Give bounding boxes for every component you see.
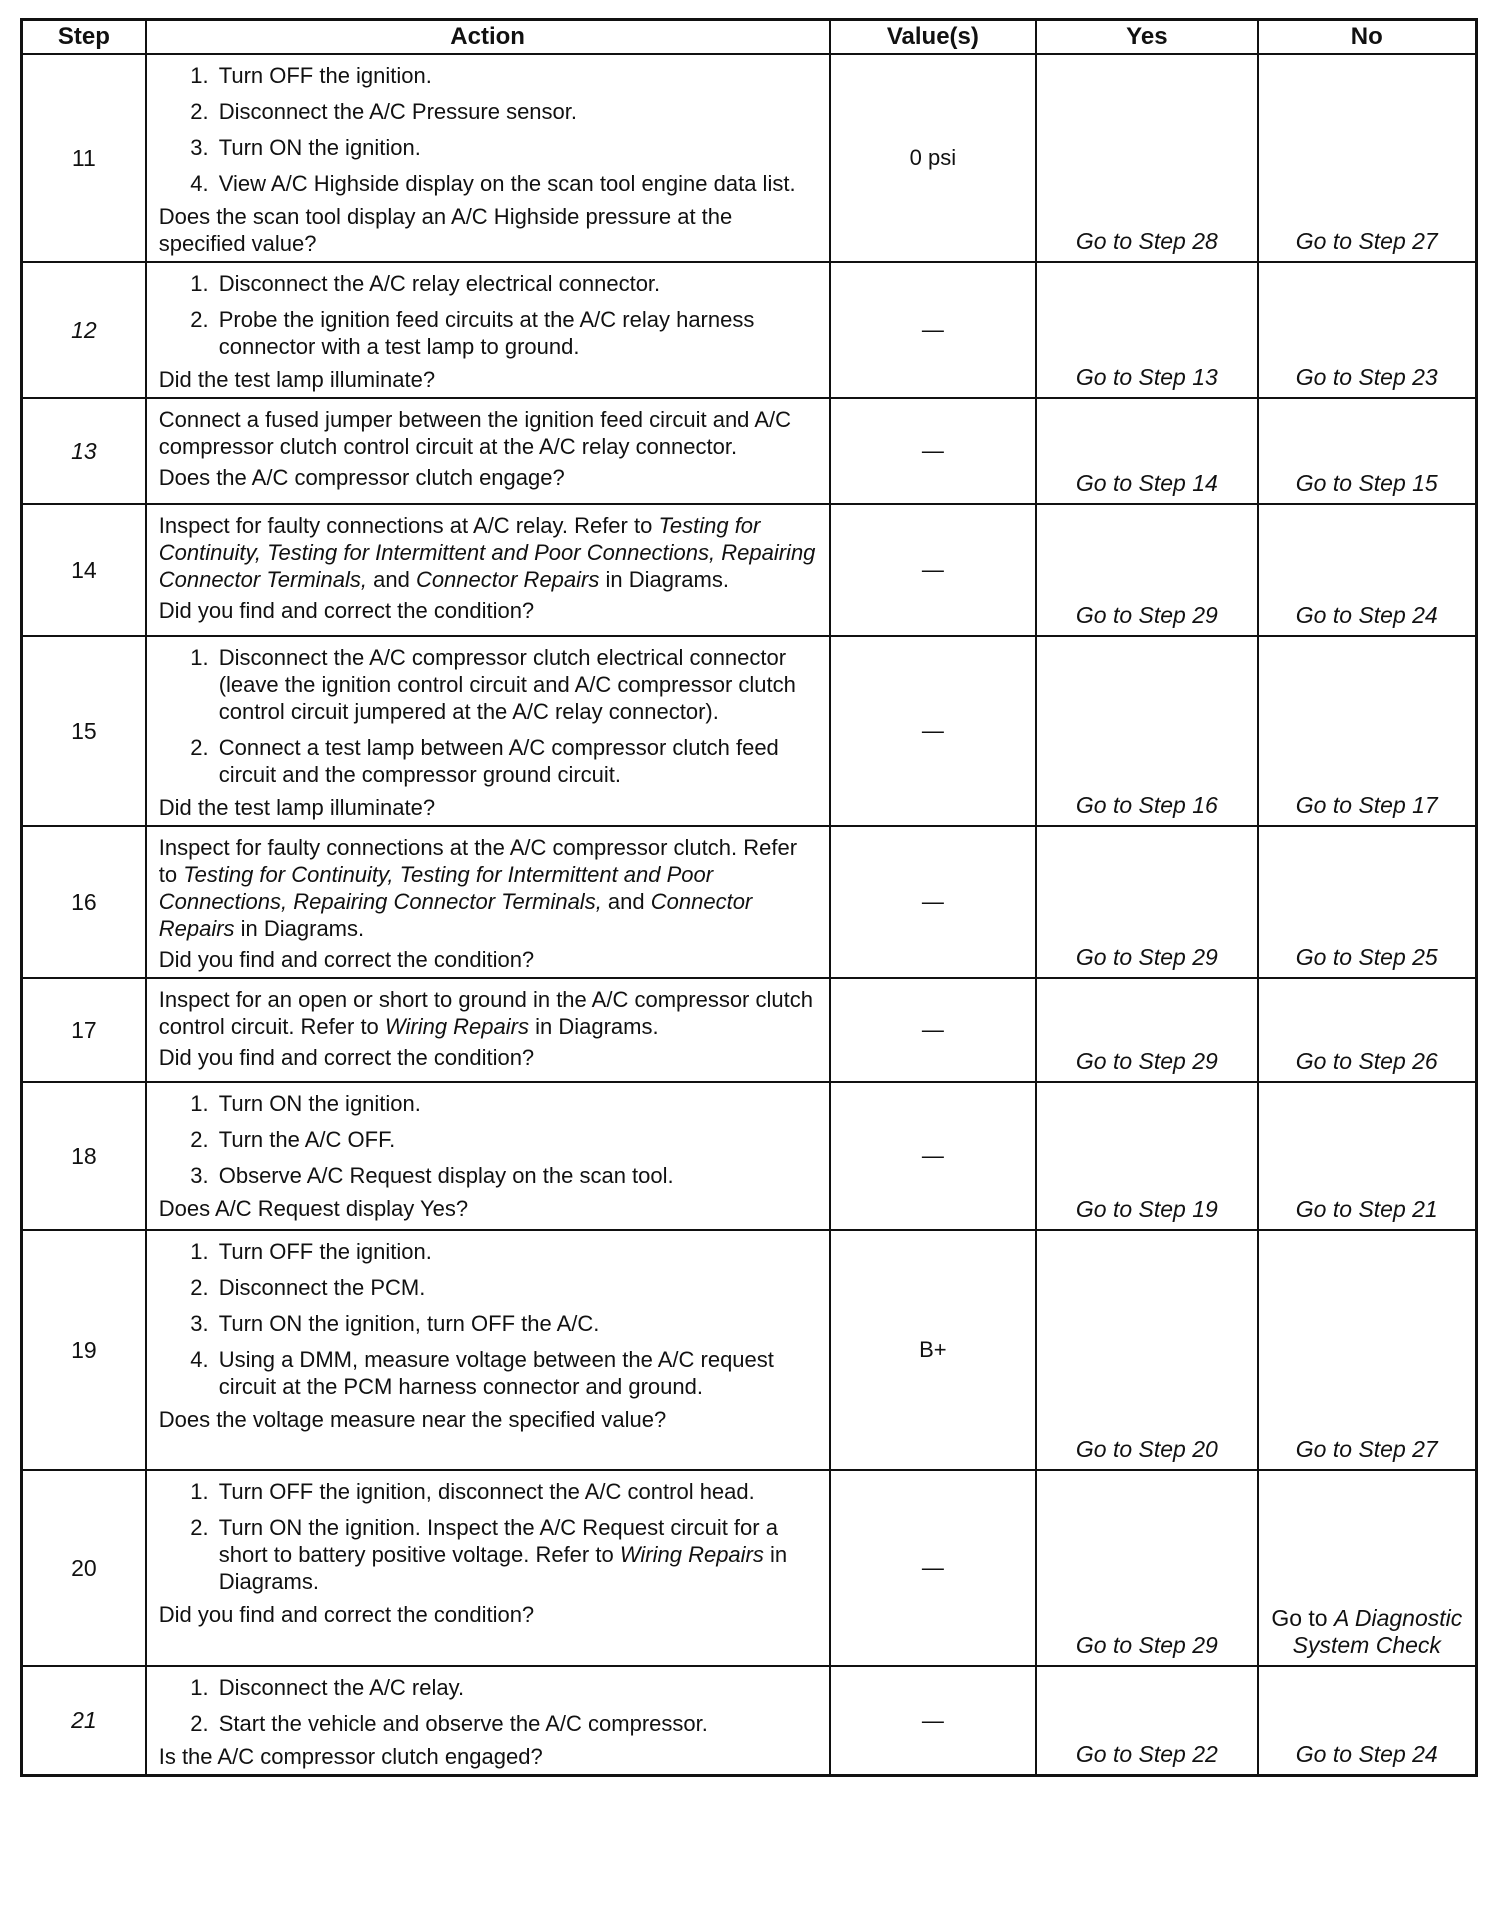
action-step: 4. View A/C Highside display on the scan tool engine data list. xyxy=(215,170,819,197)
step-number: 20 xyxy=(22,1470,146,1666)
reference-link[interactable]: Wiring Repairs xyxy=(619,1542,764,1567)
action-text xyxy=(159,512,819,593)
action-question: Did you find and correct the condition? xyxy=(158,947,535,972)
action-steps xyxy=(159,1090,819,1189)
value-cell: B+ xyxy=(830,1230,1037,1470)
header-yes: Yes xyxy=(1036,20,1257,55)
table-row xyxy=(22,1082,1477,1230)
text-run: Inspect for faulty connections at A/C relay. Refer to xyxy=(158,513,659,538)
no-link[interactable]: Go to Step 17 xyxy=(1258,636,1477,826)
step-number: 18 xyxy=(22,1082,146,1230)
value-cell: 0 psi xyxy=(830,54,1037,262)
action-step: 2. Probe the ignition feed circuits at the A/C relay harness connector with a test lamp to ground. xyxy=(215,306,819,360)
no-link[interactable]: Go to Step 27 xyxy=(1258,54,1477,262)
text-run: Turn ON the ignition. Inspect the A/C Request circuit for a short to battery positive voltage. Refer to xyxy=(218,1515,778,1567)
value-cell: — xyxy=(830,504,1037,636)
text-run: Inspect for faulty connections at the A/C compressor clutch. Refer to xyxy=(158,835,798,887)
reference-link[interactable]: Wiring Repairs xyxy=(384,1014,529,1039)
yes-link[interactable]: Go to Step 16 xyxy=(1036,636,1257,826)
text-run: Go to xyxy=(1271,1605,1334,1631)
table-row xyxy=(22,636,1477,826)
table-row xyxy=(22,978,1477,1082)
yes-link[interactable]: Go to Step 19 xyxy=(1036,1082,1257,1230)
action-question: Did the test lamp illuminate? xyxy=(158,367,436,392)
value-cell: — xyxy=(830,826,1037,978)
text-run: in Diagrams. xyxy=(599,567,729,592)
action-question: Does the A/C compressor clutch engage? xyxy=(158,465,565,490)
table-row xyxy=(22,826,1477,978)
action-cell xyxy=(146,1666,830,1776)
action-cell xyxy=(146,1470,830,1666)
action-step: 2. Connect a test lamp between A/C compressor clutch feed circuit and the compressor ground circuit. xyxy=(215,734,819,788)
table-header-row xyxy=(22,20,1477,55)
yes-link[interactable]: Go to Step 14 xyxy=(1036,398,1257,504)
action-question: Does the scan tool display an A/C Highside pressure at the specified value? xyxy=(158,204,733,256)
action-steps xyxy=(159,1674,819,1737)
table-row xyxy=(22,1230,1477,1470)
value-cell: — xyxy=(830,978,1037,1082)
value-cell: — xyxy=(830,398,1037,504)
action-steps xyxy=(159,270,819,360)
text-run: in Diagrams. xyxy=(234,916,365,941)
action-step: 1. Disconnect the A/C relay. xyxy=(215,1674,819,1701)
value-cell: — xyxy=(830,1082,1037,1230)
yes-link[interactable]: Go to Step 29 xyxy=(1036,1470,1257,1666)
action-text xyxy=(159,834,819,942)
value-cell: — xyxy=(830,1470,1037,1666)
action-cell xyxy=(146,1082,830,1230)
no-link[interactable]: Go to Step 27 xyxy=(1258,1230,1477,1470)
action-step: 2. Start the vehicle and observe the A/C compressor. xyxy=(215,1710,819,1737)
action-text: Connect a fused jumper between the ignition feed circuit and A/C compressor clutch control circuit at the A/C relay connector. xyxy=(158,407,791,459)
action-cell xyxy=(146,504,830,636)
text-run: in Diagrams. xyxy=(528,1014,659,1039)
step-number: 14 xyxy=(22,504,146,636)
table-row xyxy=(22,1470,1477,1666)
action-steps xyxy=(159,62,819,197)
no-link[interactable]: Go to Step 23 xyxy=(1258,262,1477,398)
action-step: 1. Turn OFF the ignition. xyxy=(215,62,819,89)
action-cell xyxy=(146,826,830,978)
header-step: Step xyxy=(22,20,146,55)
table-row xyxy=(22,398,1477,504)
header-action: Action xyxy=(146,20,830,55)
step-number: 11 xyxy=(22,54,146,262)
text-run: Inspect for an open or short to ground in the A/C compressor clutch control circuit. Refer to xyxy=(158,987,813,1039)
no-link[interactable]: Go to Step 26 xyxy=(1258,978,1477,1082)
text-run: in Diagrams. xyxy=(218,1542,788,1594)
value-cell: — xyxy=(830,1666,1037,1776)
action-steps xyxy=(159,1238,819,1400)
step-number: 13 xyxy=(22,398,146,504)
action-cell xyxy=(146,262,830,398)
step-number: 17 xyxy=(22,978,146,1082)
yes-link[interactable]: Go to Step 29 xyxy=(1036,504,1257,636)
action-step: 1. Turn OFF the ignition. xyxy=(215,1238,819,1265)
yes-link[interactable]: Go to Step 29 xyxy=(1036,978,1257,1082)
no-link[interactable]: Go to Step 24 xyxy=(1258,504,1477,636)
step-number: 16 xyxy=(22,826,146,978)
action-cell xyxy=(146,54,830,262)
action-step: 1. Disconnect the A/C compressor clutch electrical connector (leave the ignition control circuit and A/C compressor clutch control circuit jumpered at the A/C relay connector). xyxy=(215,644,819,725)
value-cell: — xyxy=(830,636,1037,826)
action-question: Does the voltage measure near the specified value? xyxy=(158,1407,667,1432)
action-cell xyxy=(146,398,830,504)
step-number: 12 xyxy=(22,262,146,398)
header-no: No xyxy=(1258,20,1477,55)
no-link[interactable] xyxy=(1258,1470,1477,1666)
diagnostic-system-check-link[interactable]: A Diagnostic System Check xyxy=(1292,1605,1463,1658)
action-question: Did you find and correct the condition? xyxy=(158,1602,535,1627)
action-steps xyxy=(159,1478,819,1595)
action-step xyxy=(215,1514,819,1595)
action-step: 2. Turn the A/C OFF. xyxy=(215,1126,819,1153)
action-step: 2. Disconnect the PCM. xyxy=(215,1274,819,1301)
reference-link[interactable]: Testing for Continuity, Testing for Intermittent and Poor Connections, Repairing Connector Terminals, xyxy=(158,862,714,914)
yes-link[interactable]: Go to Step 13 xyxy=(1036,262,1257,398)
yes-link[interactable]: Go to Step 29 xyxy=(1036,826,1257,978)
value-cell: — xyxy=(830,262,1037,398)
reference-link[interactable]: Connector Repairs xyxy=(158,889,753,941)
action-question: Did the test lamp illuminate? xyxy=(158,795,436,820)
no-link[interactable]: Go to Step 15 xyxy=(1258,398,1477,504)
action-step: 2. Disconnect the A/C Pressure sensor. xyxy=(215,98,819,125)
table-row xyxy=(22,504,1477,636)
action-step: 1. Disconnect the A/C relay electrical connector. xyxy=(215,270,819,297)
no-link[interactable]: Go to Step 21 xyxy=(1258,1082,1477,1230)
no-link[interactable]: Go to Step 24 xyxy=(1258,1666,1477,1776)
action-step: 1. Turn ON the ignition. xyxy=(215,1090,819,1117)
action-text xyxy=(159,986,819,1040)
diagnostic-table xyxy=(20,18,1478,1777)
table-row xyxy=(22,262,1477,398)
text-run: and xyxy=(367,567,416,592)
step-number: 21 xyxy=(22,1666,146,1776)
yes-link[interactable]: Go to Step 28 xyxy=(1036,54,1257,262)
table-row xyxy=(22,1666,1477,1776)
action-steps xyxy=(159,644,819,788)
reference-link[interactable]: Connector Repairs xyxy=(415,567,600,592)
reference-link[interactable]: Testing for Continuity, Testing for Intermittent and Poor Connections, Repairing Connector Terminals, xyxy=(158,513,816,592)
yes-link[interactable]: Go to Step 20 xyxy=(1036,1230,1257,1470)
no-link[interactable]: Go to Step 25 xyxy=(1258,826,1477,978)
action-step: 1. Turn OFF the ignition, disconnect the A/C control head. xyxy=(215,1478,819,1505)
action-question: Does A/C Request display Yes? xyxy=(158,1196,469,1221)
yes-link[interactable]: Go to Step 22 xyxy=(1036,1666,1257,1776)
header-values: Value(s) xyxy=(830,20,1037,55)
action-step: 4. Using a DMM, measure voltage between the A/C request circuit at the PCM harness connector and ground. xyxy=(215,1346,819,1400)
action-cell xyxy=(146,636,830,826)
step-number: 19 xyxy=(22,1230,146,1470)
table-row xyxy=(22,54,1477,262)
action-cell xyxy=(146,1230,830,1470)
action-cell xyxy=(146,978,830,1082)
step-number: 15 xyxy=(22,636,146,826)
action-question: Is the A/C compressor clutch engaged? xyxy=(158,1744,543,1769)
action-step: 3. Turn ON the ignition. xyxy=(215,134,819,161)
text-run: and xyxy=(601,889,651,914)
action-step: 3. Turn ON the ignition, turn OFF the A/C. xyxy=(215,1310,819,1337)
action-step: 3. Observe A/C Request display on the scan tool. xyxy=(215,1162,819,1189)
action-question: Did you find and correct the condition? xyxy=(158,598,535,623)
action-question: Did you find and correct the condition? xyxy=(158,1045,535,1070)
